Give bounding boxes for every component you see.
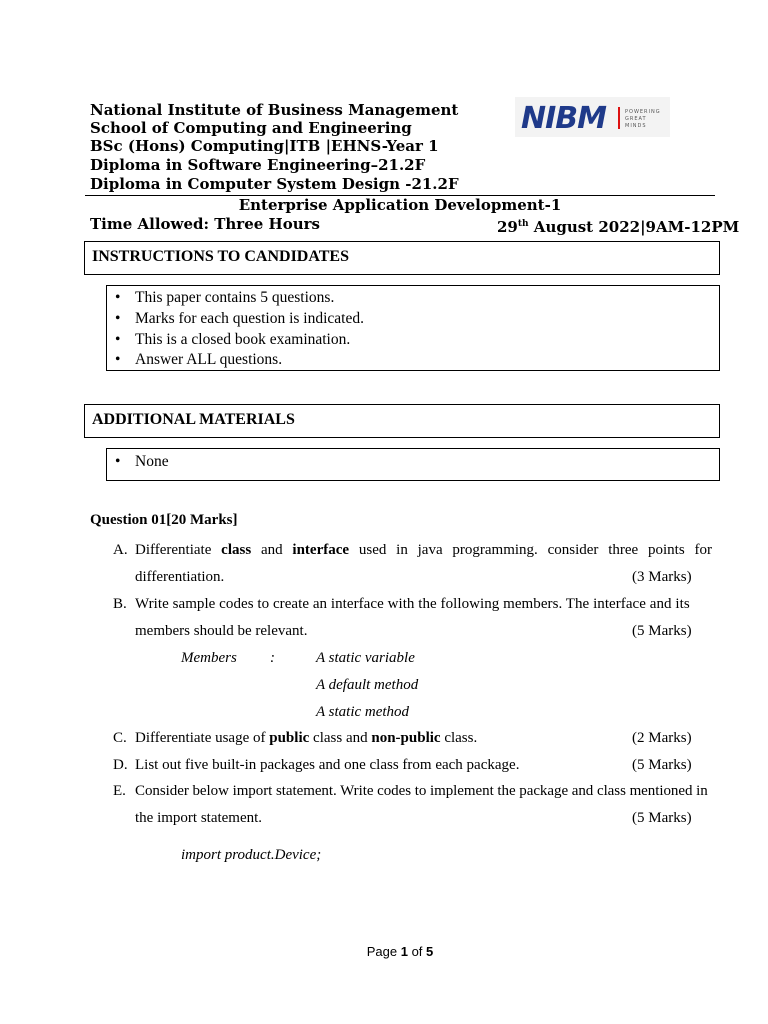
diploma-system-design: Diploma in Computer System Design -21.2F <box>90 175 459 193</box>
logo-divider <box>618 107 620 129</box>
part-d-label: D. <box>113 757 128 773</box>
institution-name: National Institute of Business Management <box>90 101 459 119</box>
time-allowed: Time Allowed: Three Hours <box>90 215 320 233</box>
member-static-variable: A static variable <box>316 650 415 666</box>
materials-list <box>106 448 720 481</box>
materials-heading: ADDITIONAL MATERIALS <box>92 411 295 428</box>
list-item: • None <box>115 453 169 470</box>
members-colon: : <box>270 650 275 666</box>
part-b-marks: (5 Marks) <box>632 623 692 639</box>
instructions-list <box>106 285 720 371</box>
part-c-marks: (2 Marks) <box>632 730 692 746</box>
question-title: Question 01[20 Marks] <box>90 512 238 528</box>
part-b-line2: members should be relevant. <box>135 623 308 639</box>
diploma-software: Diploma in Software Engineering–21.2F <box>90 156 426 174</box>
import-statement: import product.Device; <box>181 847 322 863</box>
member-static-method: A static method <box>316 704 410 720</box>
part-a-marks: (3 Marks) <box>632 569 692 585</box>
part-b-label: B. <box>113 596 127 612</box>
part-c-text: Differentiate usage of public class and non-public class. <box>135 730 478 746</box>
part-a-label: A. <box>113 542 128 558</box>
list-item: • Answer ALL questions. <box>115 351 283 368</box>
part-c-label: C. <box>113 730 127 746</box>
module-title: Enterprise Application Development-1 <box>238 196 562 214</box>
school-name: School of Computing and Engineering <box>90 119 412 137</box>
part-e-label: E. <box>113 783 126 799</box>
logo-wordmark: NIBM <box>521 101 606 136</box>
part-a-line2: differentiation. <box>135 569 225 585</box>
exam-date: 29th August 2022|9AM-12PM <box>497 218 740 236</box>
members-label: Members <box>181 650 237 666</box>
page-number: Page 1 of 5 <box>366 944 434 959</box>
part-b-line1: Write sample codes to create an interface with the following members. The interface and its <box>135 596 690 612</box>
part-e-marks: (5 Marks) <box>632 810 692 826</box>
programme-line: BSc (Hons) Computing|ITB |EHNS-Year 1 <box>90 137 439 155</box>
part-d-text: List out five built-in packages and one class from each package. <box>135 757 520 773</box>
member-default-method: A default method <box>316 677 419 693</box>
part-a-line1: Differentiate class and interface used in java programming. consider three points for <box>135 542 712 558</box>
part-e-line2: the import statement. <box>135 810 263 826</box>
nibm-logo <box>515 97 670 137</box>
list-item: • This is a closed book examination. <box>115 331 351 348</box>
logo-tagline: POWERING GREAT MINDS <box>625 109 661 129</box>
part-d-marks: (5 Marks) <box>632 757 692 773</box>
instructions-heading: INSTRUCTIONS TO CANDIDATES <box>92 248 349 265</box>
instructions-heading-box <box>84 241 720 275</box>
list-item: • Marks for each question is indicated. <box>115 310 364 327</box>
list-item: • This paper contains 5 questions. <box>115 289 335 306</box>
materials-heading-box <box>84 404 720 438</box>
part-e-line1: Consider below import statement. Write codes to implement the package and class mentioned in <box>135 783 708 799</box>
